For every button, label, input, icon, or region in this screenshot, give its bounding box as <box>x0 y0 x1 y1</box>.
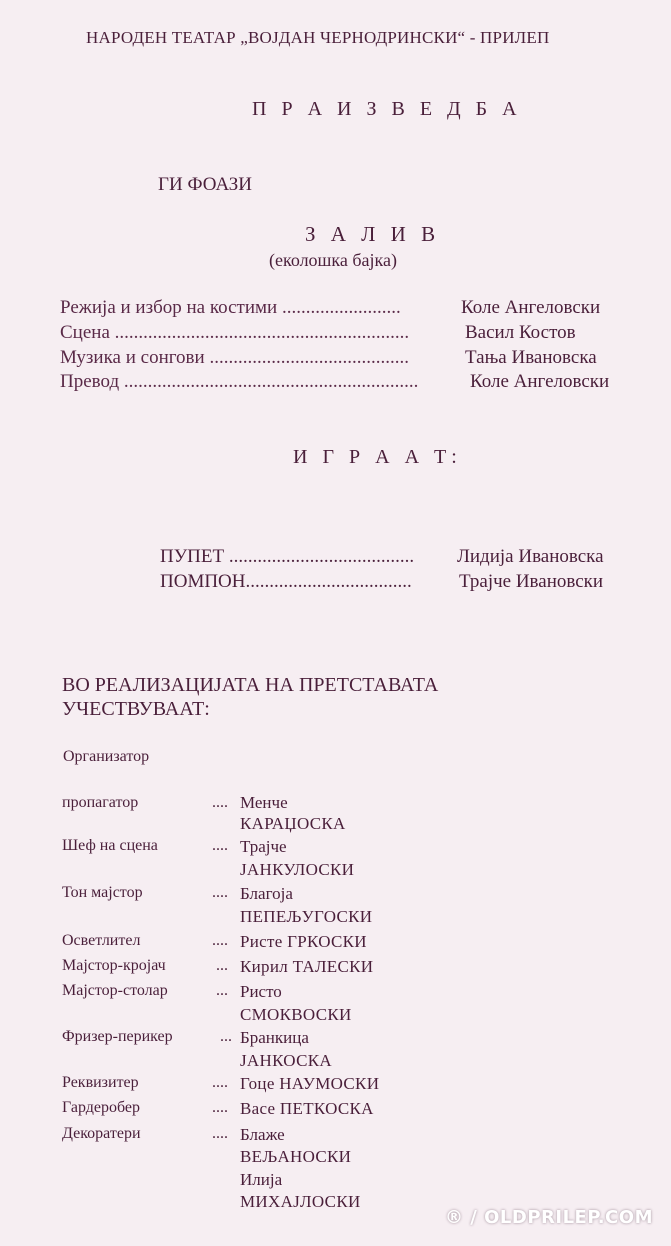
staff-name: Блаже <box>240 1125 285 1144</box>
staff-name: Кирил ТАЛЕСКИ <box>240 957 374 976</box>
credit-role: Сцена .............................................................. <box>60 322 410 343</box>
credit-role: Музика и сонгови .......................................... <box>60 347 409 368</box>
site-watermark: ® / OLDPRILEP.COM <box>445 1207 653 1228</box>
staff-dots: .... <box>212 1074 228 1091</box>
staff-dots: .... <box>212 794 228 811</box>
play-subtitle: (еколошка бајка) <box>269 250 397 270</box>
organizer-label: Организатор <box>63 748 150 765</box>
staff-name: Менче <box>240 793 288 812</box>
staff-surname: КАРАЏОСКА <box>240 814 346 833</box>
staff-dots: .... <box>212 932 228 949</box>
staff-name: Ристе ГРКОСКИ <box>240 932 367 951</box>
staff-role: Мајстор-столар <box>62 982 168 999</box>
production-label: П Р А И З В Е Д Б А <box>252 98 522 120</box>
staff-surname: ЈАНКОСКА <box>240 1051 332 1070</box>
credit-name: Коле Ангеловски <box>461 297 601 318</box>
staff-role: Осветлител <box>62 932 141 949</box>
staff-name: Гоце НАУМОСКИ <box>240 1074 380 1093</box>
staff-role: Тон мајстор <box>62 884 143 901</box>
staff-dots: .... <box>212 1125 228 1142</box>
cast-role: ПУПЕТ ....................................... <box>160 546 415 567</box>
staff-dots: ... <box>216 957 228 974</box>
cast-name: Лидија Ивановска <box>457 546 604 567</box>
cast-row <box>160 571 604 593</box>
staff-dots: .... <box>212 884 228 901</box>
staff-dots: .... <box>212 1099 228 1116</box>
staff-role: Реквизитер <box>62 1074 139 1091</box>
staff-role: Гардеробер <box>62 1099 141 1116</box>
credit-name: Коле Ангеловски <box>470 371 610 392</box>
staff-role: Мајстор-кројач <box>62 957 166 974</box>
credit-name: Васил Костов <box>465 322 576 343</box>
author-name: ГИ ФОАЗИ <box>158 174 252 195</box>
staff-role: Шеф на сцена <box>62 837 158 854</box>
cast-row <box>160 546 604 568</box>
staff-surname: ВЕЉАНОСКИ <box>240 1147 352 1166</box>
staff-dots: ... <box>216 982 228 999</box>
cast-role: ПОМПОН................................... <box>160 571 412 592</box>
section-title: ВО РЕАЛИЗАЦИЈАТА НА ПРЕТСТАВАТА УЧЕСТВУВААТ: <box>62 674 439 720</box>
staff-name: Бранкица <box>240 1028 309 1047</box>
cast-name: Трајче Ивановски <box>459 571 604 592</box>
credit-role: Режија и избор на костими ......................... <box>60 297 401 318</box>
staff-surname: ЈАНКУЛОСКИ <box>240 860 355 879</box>
staff-role: Декоратери <box>62 1125 141 1142</box>
staff-surname: МИХАЈЛОСКИ <box>240 1192 361 1211</box>
staff-name: Благоја <box>240 884 293 903</box>
staff-surname: СМОКВОСКИ <box>240 1005 352 1024</box>
staff-dots: .... <box>212 837 228 854</box>
credit-name: Тања Ивановска <box>465 347 597 368</box>
staff-name: Ристо <box>240 982 282 1001</box>
credit-role: Превод .............................................................. <box>60 371 419 392</box>
theatre-header: НАРОДЕН ТЕАТАР „ВОЈДАН ЧЕРНОДРИНСКИ“ - ПРИЛЕП <box>86 28 550 47</box>
staff-name: Васе ПЕТКОСКА <box>240 1099 374 1118</box>
staff-dots: ... <box>220 1028 232 1045</box>
staff-name: Илија <box>240 1170 283 1189</box>
cast-label: И Г Р А А Т: <box>293 446 462 468</box>
staff-role: Фризер-перикер <box>62 1028 173 1045</box>
staff-role: пропагатор <box>62 794 139 811</box>
staff-name: Трајче <box>240 837 287 856</box>
play-title: З А Л И В <box>305 222 441 246</box>
staff-surname: ПЕПЕЉУГОСКИ <box>240 907 373 926</box>
